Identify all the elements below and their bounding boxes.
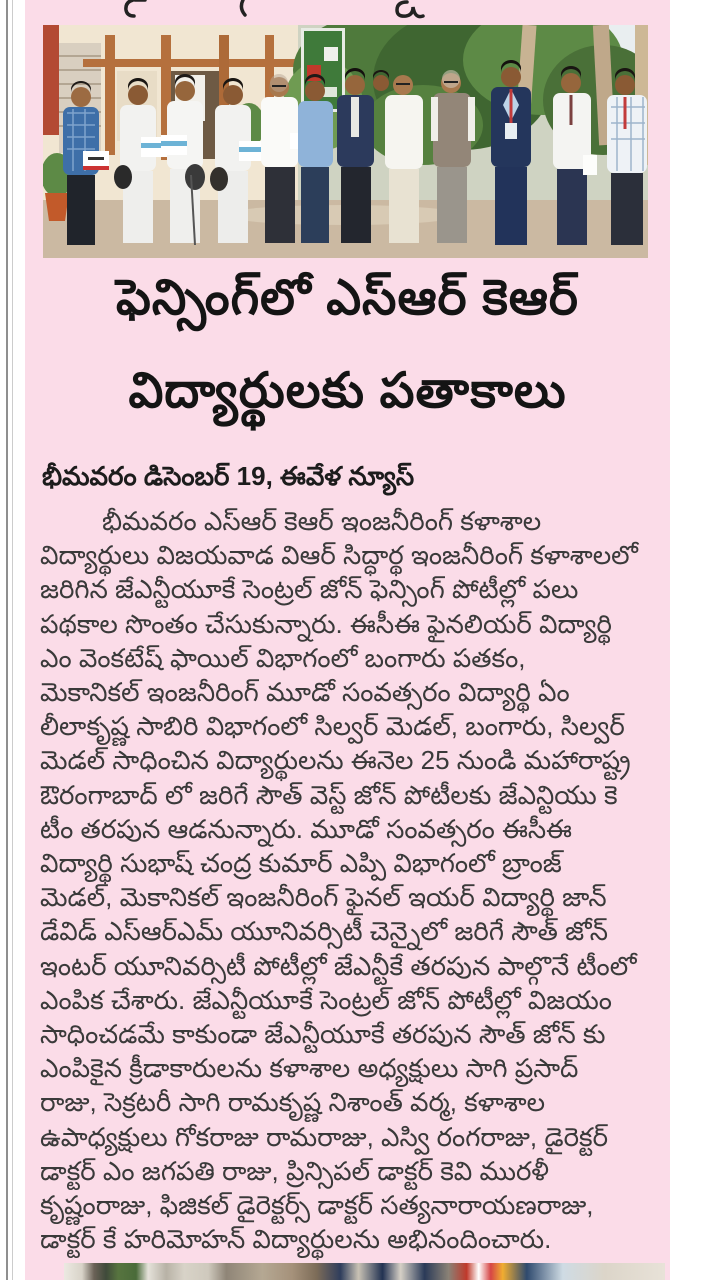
body-line: డాక్టర్ ఎం జగపతి రాజు, ప్రిన్సిపల్ డాక్టర్ కెవి మురళీ <box>40 1155 549 1186</box>
article-clipping <box>25 0 670 1280</box>
body-line: మెడల్, మెకానికల్ ఇంజనీరింగ్ ఫైనల్ ఇయర్ విద్యార్థి జాన్ <box>40 882 607 913</box>
headline-line-1: ఫెన్సింగ్‌లో ఎస్‌ఆర్ కెఆర్ <box>116 271 579 325</box>
body-line: ఇంటర్ యూనివర్సిటీ పోటీల్లో జేఎన్టీకే తరపున పాల్గొనే టీంలో <box>40 950 637 981</box>
headline-line-2: విద్యార్థులకు పతాకాలు <box>128 364 567 418</box>
page-edge-line <box>6 0 8 1280</box>
body-line: విద్యార్థి సుభాష్ చంద్ర కుమార్ ఎప్పి విభాగంలో బ్రాంజ్ <box>40 848 562 879</box>
body-line: కృష్ణంరాజు, ఫిజికల్ డైరెక్టర్స్ డాక్టర్ సత్యనారాయణరాజు, <box>40 1190 594 1221</box>
headline <box>25 252 670 438</box>
body-line: మెడల్ సాధించిన విద్యార్థులను ఈనెల 25 నుండి మహారాష్ట్ర <box>40 745 631 776</box>
body-line: ఎం వెంకటేష్ ఫాయిల్ విభాగంలో బంగారు పతకం, <box>40 642 526 673</box>
body-line: సాధించడమే కాకుండా జేఎన్టీయూకే తరపున సౌత్ జోన్ కు <box>40 1019 606 1050</box>
body-line: ఉపాధ్యక్షులు గోకరాజు రామరాజు, ఎస్వి రంగరాజు, డైరెక్టర్ <box>40 1121 609 1152</box>
body-line: పథకాల సొంతం చేసుకున్నారు. ఈసీఈ ఫైనలియర్ విద్యార్థి <box>40 608 612 639</box>
body-line: ఔరంగాబాద్ లో జరిగే సౌత్ వెస్ట్ జోన్ పోటీలకు జేఎన్టియు కె <box>40 779 618 810</box>
body-line: భీమవరం ఎస్‌ఆర్ కెఆర్ ఇంజనీరింగ్ కళాశాల <box>102 506 542 536</box>
body-line: ఎంపికైన క్రీడాకారులను కళాశాల అధ్యక్షులు సాగి ప్రసాద్ <box>40 1053 579 1084</box>
article-body <box>40 504 662 1256</box>
bottom-photo-strip <box>64 1263 665 1280</box>
body-line: టీం తరపున ఆడనున్నారు. మూడో సంవత్సరం ఈసీఈ <box>40 813 573 844</box>
article-photo <box>43 25 648 258</box>
body-line: విద్యార్థులు విజయవాడ విఆర్ సిద్ధార్థ ఇంజనీరింగ్ కళాశాలలో <box>40 540 638 571</box>
body-line: డాక్టర్ కే హరిమోహన్ విద్యార్థులను అభినందించారు. <box>40 1224 552 1255</box>
dateline: భీమవరం డిసెంబర్ 19, ఈవేళ న్యూస్ <box>42 461 415 491</box>
body-line: జరిగిన జేఎన్టీయూకే సెంట్రల్ జోన్ ఫెన్సింగ్ పోటీల్లో పలు <box>40 574 579 605</box>
body-line: డేవిడ్ ఎస్ఆర్ఎమ్ యూనివర్సిటీ చెన్నైలో జరిగే సౌత్ జోన్ <box>40 916 609 947</box>
body-line: రాజు, సెక్రటరీ సాగి రామకృష్ణ నిశాంత్ వర్మ, కళాశాల <box>40 1087 546 1118</box>
body-line: లీలాకృష్ణ సాబిరి విభాగంలో సిల్వర్ మెడల్, బంగారు, సిల్వర్ <box>40 711 625 742</box>
page-edge-line-thin <box>12 0 13 1280</box>
torn-text-fragments <box>25 0 670 20</box>
body-line: ఎంపిక చేశారు. జేఎన్టీయూకే సెంట్రల్ జోన్ పోటీల్లో విజయం <box>40 984 612 1015</box>
body-line: మెకానికల్ ఇంజనీరింగ్ మూడో సంవత్సరం విద్యార్థి ఏం <box>40 677 570 708</box>
